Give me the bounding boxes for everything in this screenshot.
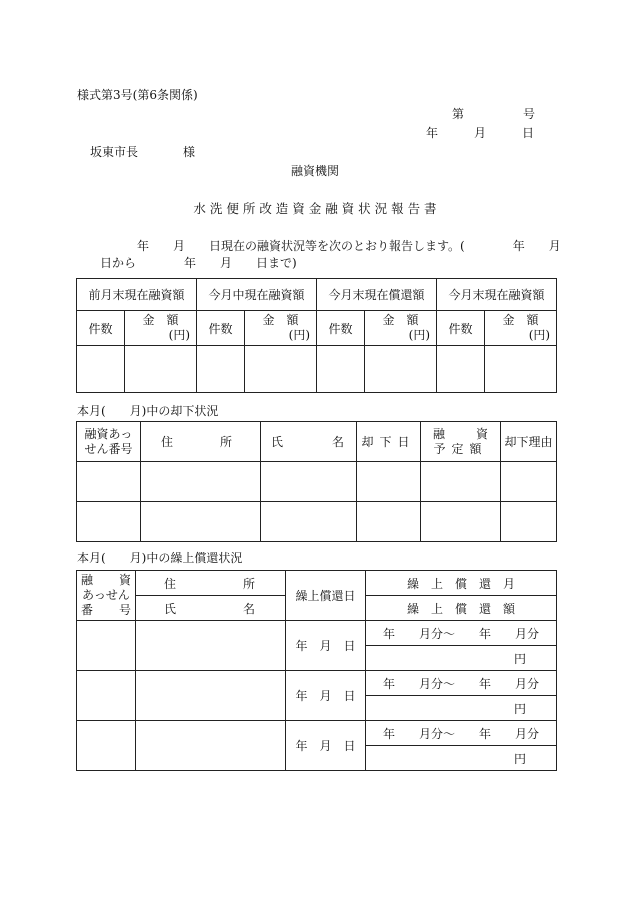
input-cell[interactable]	[125, 346, 197, 393]
amount-label: 金 額	[262, 313, 299, 327]
input-cell[interactable]	[437, 346, 485, 393]
prepay-date-cell[interactable]: 年 月 日	[286, 671, 366, 721]
date-month-label: 月	[474, 126, 487, 140]
input-cell[interactable]	[501, 462, 557, 502]
date-day-label: 日	[522, 126, 535, 140]
amount-label: 金 額	[142, 313, 179, 327]
input-cell[interactable]	[365, 346, 437, 393]
header-name	[136, 596, 286, 621]
header-name-char2: 名	[331, 435, 344, 449]
header-ref-number-line1: 融資あっ	[84, 426, 133, 441]
count-header: 件数	[317, 311, 365, 346]
header-name	[261, 422, 357, 462]
report-period-line-2: 日から 年 月 日まで)	[100, 256, 297, 270]
header-address-char2: 所	[219, 435, 232, 449]
header-reject-date: 却下日	[357, 422, 421, 462]
input-cell[interactable]	[77, 721, 136, 771]
header-ref-number	[77, 422, 141, 462]
header-loan-char2: 資	[475, 426, 488, 441]
input-cell[interactable]	[77, 671, 136, 721]
header-prepay-month: 繰 上 償 還 月	[366, 571, 557, 596]
prepayment-section-title: 本月( 月)中の繰上償還状況	[77, 551, 243, 565]
header-reject-reason: 却下理由	[501, 422, 557, 462]
addressee-honorific: 様	[183, 145, 196, 159]
prepay-period-cell[interactable]: 年 月分～ 年 月分	[366, 671, 557, 696]
header-name-char1: 氏	[164, 601, 177, 616]
prepay-amount-cell[interactable]: 円	[366, 696, 557, 721]
prepay-period-cell[interactable]: 年 月分～ 年 月分	[366, 721, 557, 746]
prepay-date-cell[interactable]: 年 月 日	[286, 621, 366, 671]
header-loan-plan	[421, 422, 501, 462]
input-cell[interactable]	[261, 462, 357, 502]
header-prepay-amount: 繰 上 償 還 額	[366, 596, 557, 621]
document-number-prefix: 第	[452, 107, 465, 121]
yen-label: (円)	[288, 328, 311, 342]
header-address	[136, 571, 286, 596]
header-ref-char1: 融	[81, 573, 94, 587]
input-cell[interactable]	[136, 671, 286, 721]
input-cell[interactable]	[261, 502, 357, 542]
rejection-section-title: 本月( 月)中の却下状況	[77, 404, 219, 418]
prepay-date-cell[interactable]: 年 月 日	[286, 721, 366, 771]
amount-header	[485, 311, 557, 346]
header-address-char1: 住	[164, 576, 177, 591]
institution-label: 融資機関	[291, 164, 340, 178]
amount-header	[365, 311, 437, 346]
input-cell[interactable]	[77, 621, 136, 671]
header-this-month-loan: 今月中現在融資額	[197, 279, 317, 311]
prepay-amount-cell[interactable]: 円	[366, 646, 557, 671]
header-address-char2: 所	[242, 576, 255, 591]
input-cell[interactable]	[421, 462, 501, 502]
document-number-suffix: 号	[523, 107, 536, 121]
yen-label: (円)	[168, 328, 191, 342]
input-cell[interactable]	[136, 721, 286, 771]
header-loan-char1: 融	[433, 426, 446, 441]
header-address	[141, 422, 261, 462]
amount-label: 金 額	[382, 313, 419, 327]
input-cell[interactable]	[141, 462, 261, 502]
header-ref-number-line2: せん番号	[84, 441, 133, 456]
rejection-table	[76, 421, 557, 542]
loan-summary-table	[76, 278, 557, 393]
amount-label: 金 額	[502, 313, 539, 327]
yen-label: (円)	[528, 328, 551, 342]
input-cell[interactable]	[141, 502, 261, 542]
amount-header	[125, 311, 197, 346]
yen-label: (円)	[408, 328, 431, 342]
input-cell[interactable]	[357, 462, 421, 502]
header-loan-plan-line2: 予定額	[433, 441, 488, 456]
header-name-char2: 名	[242, 601, 255, 616]
header-month-end-repaid: 今月末現在償還額	[317, 279, 437, 311]
prepay-amount-cell[interactable]: 円	[366, 746, 557, 771]
input-cell[interactable]	[77, 502, 141, 542]
date-year-label: 年	[426, 126, 439, 140]
header-prepay-date: 繰上償還日	[286, 571, 366, 621]
header-month-end-loan: 今月末現在融資額	[437, 279, 557, 311]
header-ref-char3: 番	[81, 603, 94, 617]
addressee: 坂東市長	[90, 145, 139, 159]
header-ref-number	[77, 571, 136, 621]
prepay-period-cell[interactable]: 年 月分～ 年 月分	[366, 621, 557, 646]
input-cell[interactable]	[421, 502, 501, 542]
input-cell[interactable]	[357, 502, 421, 542]
input-cell[interactable]	[197, 346, 245, 393]
header-ref-char4: 号	[118, 603, 131, 617]
count-header: 件数	[77, 311, 125, 346]
document-title: 水 洗 便 所 改 造 資 金 融 資 状 況 報 告 書	[193, 201, 437, 216]
prepayment-table	[76, 570, 557, 771]
form-number: 様式第3号(第6条関係)	[77, 88, 198, 102]
header-name-char1: 氏	[271, 435, 284, 449]
input-cell[interactable]	[485, 346, 557, 393]
header-address-char1: 住	[161, 435, 174, 449]
header-prev-month-loan: 前月末現在融資額	[77, 279, 197, 311]
input-cell[interactable]	[317, 346, 365, 393]
input-cell[interactable]	[245, 346, 317, 393]
input-cell[interactable]	[136, 621, 286, 671]
count-header: 件数	[437, 311, 485, 346]
input-cell[interactable]	[501, 502, 557, 542]
amount-header	[245, 311, 317, 346]
input-cell[interactable]	[77, 462, 141, 502]
header-ref-char2: 資	[118, 573, 131, 587]
header-ref-line2: あっせん	[82, 588, 130, 602]
report-period-line-1: 年 月 日現在の融資状況等を次のとおり報告します。( 年 月	[137, 239, 561, 253]
input-cell[interactable]	[77, 346, 125, 393]
count-header: 件数	[197, 311, 245, 346]
